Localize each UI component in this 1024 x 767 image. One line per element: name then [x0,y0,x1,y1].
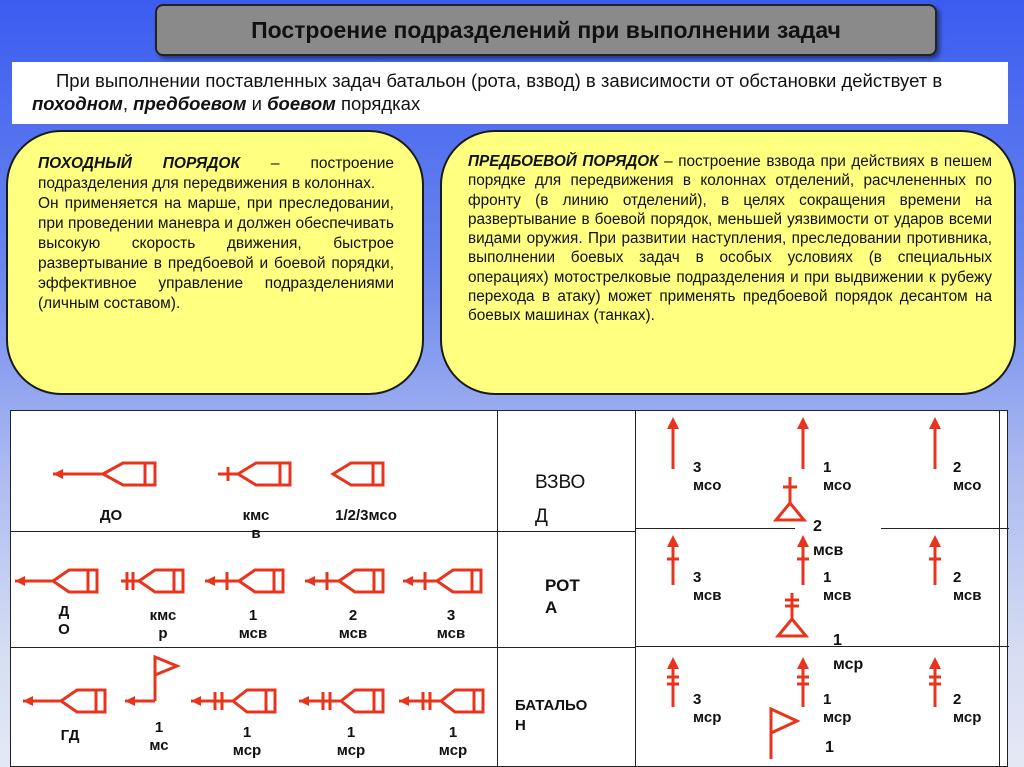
label-form-msr2: 2 мср [953,691,982,726]
label-form-msv1: 1 мсв [823,569,852,604]
mso-vehicle-symbol [329,459,389,489]
label-commander-msr: 1 мср [833,632,864,673]
mso1-arrow [796,417,810,471]
msr3-marker [666,657,680,709]
msv1-marker [796,535,810,587]
prebattle-order-def: – построение взвода при действиях в пешем порядке для передвижения в колоннах отделений, расчлененных по фронту (в линию отделений), в целях сокращения времени на развертывание в боевой порядок, меньшей уязвимости от ударов всеми видами оружия. При развитии наступления, преследовании противника, выполнении боевых задач в особых условиях (в специальных операциях) мотострелковые подразделения и при выдвижении к рубежу перехода в атаку) может применять предбоевой порядок десантом на боевых машинах (танках). [468,153,992,325]
label-msr1: 1 мср [232,724,262,759]
label-form-msr1: 1 мср [823,691,852,726]
label-form-mso3: 3 мсо [693,459,722,494]
marching-order-def: – построение подразделения для передвижения в колоннах. [38,155,395,192]
unit-battalion: БАТАЛЬО Н [515,697,588,734]
mso2-arrow [928,417,942,471]
label-gd: ГД [60,727,80,744]
do-vehicle-symbol [13,566,103,596]
marching-order-term: ПОХОДНЫЙ ПОРЯДОК [38,155,240,172]
msv2-vehicle-symbol [303,566,395,596]
intro-text [12,62,1008,124]
intro-sep1: , [122,93,134,114]
label-form-msv3: 3 мсв [693,569,722,604]
battalion-flag-symbol [123,653,183,717]
label-form-mso1: 1 мсо [823,459,852,494]
unit-platoon: ВЗВО Д [535,472,586,527]
unit-company: РОТ А [545,576,580,617]
intro-sep2: и [246,93,268,114]
label-msv1: 1 мсв [238,607,268,642]
term-battle: боевом [267,93,336,114]
msr2-vehicle-symbol [297,686,397,716]
msr1-marker [796,657,810,709]
prebattle-order-box [440,130,1016,395]
table-divider [635,411,636,766]
label-msr3: 1 мср [438,724,468,759]
msv2-marker [928,535,942,587]
label-form-mso2: 2 мсо [953,459,982,494]
label-do: ДО [99,507,123,524]
label-commander-msv: 2 мсв [813,518,844,559]
battalion-commander-flag [765,705,801,761]
marching-order-body: Он применяется на марше, при преследовании, при проведении маневра и должен обеспечивать высокую скорость движения, быстрое развертывание в предбоевой и боевой порядки, эффективное управление подразделениями (личным составом). [38,195,394,312]
do-vehicle-symbol [51,459,161,489]
kmsv-vehicle-symbol [216,459,296,489]
page-title: Построение подразделений при выполнении задач [155,4,937,56]
formation-table [10,410,1008,767]
label-do-row2: Д О [58,603,70,638]
msr3-vehicle-symbol [397,686,497,716]
msv3-vehicle-symbol [401,566,493,596]
gd-vehicle-symbol [21,686,111,716]
msr1-vehicle-symbol [189,686,289,716]
table-divider [497,411,498,766]
mso3-arrow [666,417,680,471]
platoon-commander-symbol [773,475,807,523]
term-prebattle: предбоевом [133,93,247,114]
row-divider [635,528,795,529]
row-divider [11,647,635,648]
company-commander-symbol [775,591,809,639]
term-marching: походном [32,93,123,114]
row-divider [881,528,1009,529]
intro-text-a: При выполнении поставленных задач батальон (рота, взвод) в зависимости от обстановки действует в [56,70,943,91]
label-kmsv: кмс в [242,507,270,542]
marching-order-box [6,130,424,395]
row-divider [635,646,1009,647]
label-mso: 1/2/3мсо [335,507,397,524]
kmsr-vehicle-symbol [119,566,189,596]
label-kmsr: кмс р [149,607,177,642]
msv1-vehicle-symbol [203,566,295,596]
label-form-msr3: 3 мср [693,691,722,726]
table-divider [999,411,1000,766]
prebattle-order-term: ПРЕДБОЕВОЙ ПОРЯДОК [468,153,659,170]
label-msv3: 3 мсв [436,607,466,642]
msr2-marker [928,657,942,709]
label-form-msv2: 2 мсв [953,569,982,604]
label-ms: 1 мс [149,719,169,754]
label-msv2: 2 мсв [338,607,368,642]
label-commander-battalion: 1 [825,739,834,756]
intro-text-b: порядках [335,93,421,114]
label-msr2: 1 мср [336,724,366,759]
msv3-marker [666,535,680,587]
